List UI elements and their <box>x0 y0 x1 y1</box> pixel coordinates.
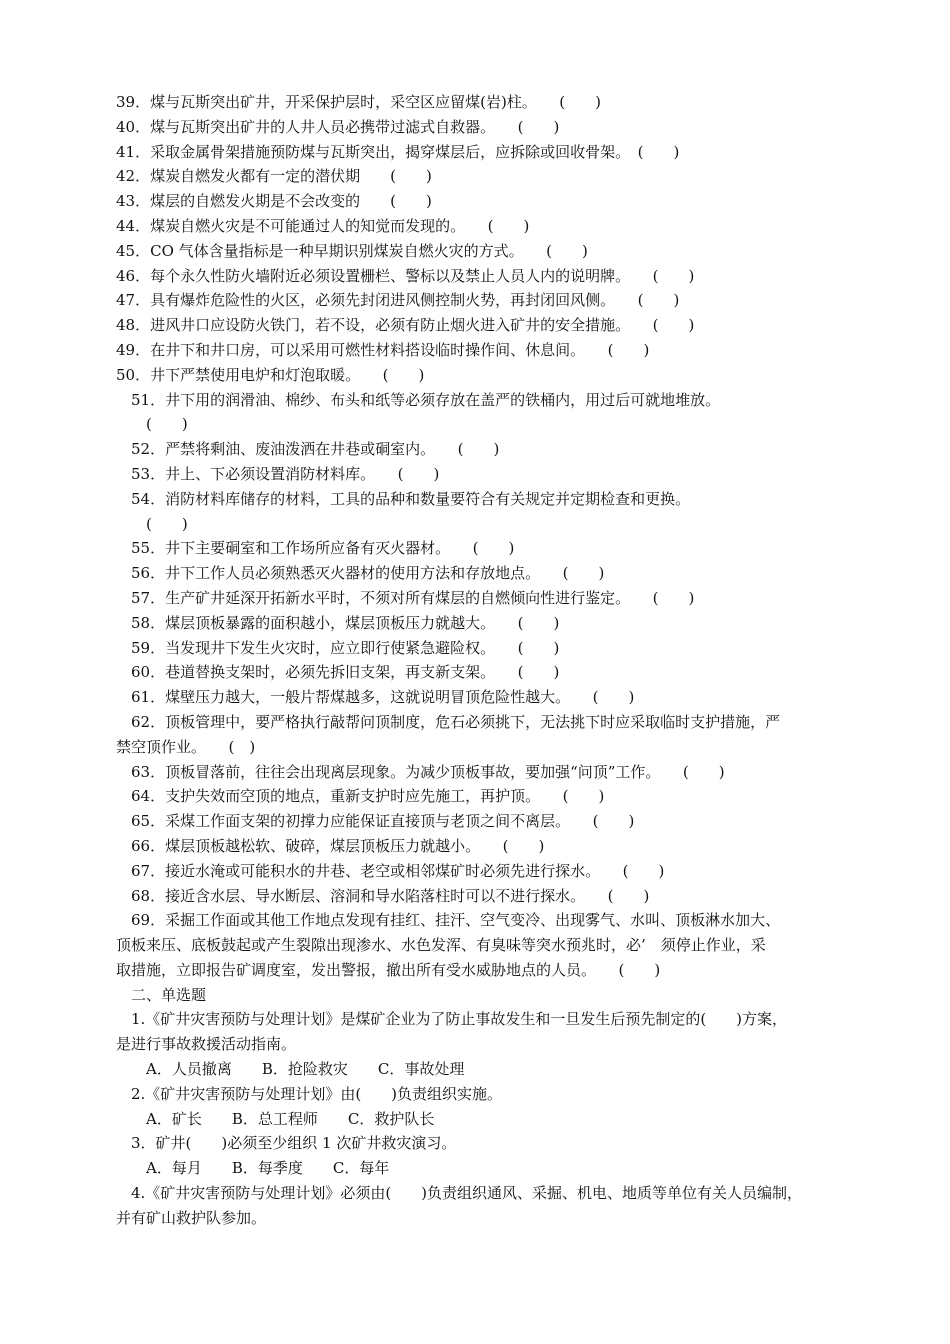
text-line: 1.《矿井灾害预防与处理计划》是煤矿企业为了防止事故发生和一旦发生后预先制定的( )方案， <box>131 1010 788 1029</box>
text-line: 52．严禁将剩油、废油泼洒在井巷或硐室内。 ( ) <box>131 440 500 459</box>
text-line: 49．在井下和井口房，可以采用可燃性材料搭设临时操作间、休息间。 ( ) <box>116 340 650 359</box>
text-line: 43．煤层的自燃发火期是不会改变的 ( ) <box>116 192 432 211</box>
text-line: A．人员撤离 B．抢险救灾 C．事故处理 <box>146 1060 465 1079</box>
text-line: 59．当发现井下发生火灾时，应立即行使紧急避险权。 ( ) <box>131 638 560 657</box>
text-line: ( ) <box>146 514 188 533</box>
text-line: A．每月 B．每季度 C．每年 <box>146 1159 390 1178</box>
document-body <box>116 90 856 1231</box>
text-line: ( ) <box>146 415 188 434</box>
text-line: 禁空顶作业。 ( ) <box>116 737 256 756</box>
text-line: 63．顶板冒落前，往往会出现离层现象。为减少顶板事故，要加强“问顶”工作。 ( ) <box>131 762 725 781</box>
text-line: 顶板来压、底板鼓起或产生裂隙出现渗水、水色发浑、有臭味等突水预兆时，必’ 须停止作业，采 <box>116 936 766 955</box>
text-line: 46．每个永久性防火墙附近必须设置栅栏、警标以及禁止人员人内的说明牌。 ( ) <box>116 266 695 285</box>
text-line: 42．煤炭自燃发火都有一定的潜伏期 ( ) <box>116 167 432 186</box>
text-line: 39．煤与瓦斯突出矿井，开采保护层时，采空区应留煤(岩)柱。 ( ) <box>116 93 601 111</box>
text-line: 69．采掘工作面或其他工作地点发现有挂红、挂汗、空气变冷、出现雾气、水叫、顶板淋水加大、 <box>131 911 781 930</box>
text-line: 54．消防材料库储存的材料，工具的品种和数量要符合有关规定并定期检查和更换。 <box>131 489 691 508</box>
text-line: 45．CO 气体含量指标是一种早期识别煤炭自燃火灾的方式。 ( ) <box>116 241 588 260</box>
text-line: 4.《矿井灾害预防与处理计划》必须由( )负责组织通风、采掘、机电、地质等单位有关人员编制， <box>131 1184 803 1203</box>
text-line: 62．顶板管理中，要严格执行敲帮问顶制度，危石必须挑下，无法挑下时应采取临时支护措施，严 <box>131 712 781 731</box>
text-line: 是进行事故救援活动指南。 <box>116 1035 297 1054</box>
text-line: A．矿长 B．总工程师 C．救护队长 <box>146 1109 435 1128</box>
text-line: 61．煤壁压力越大，一般片帮煤越多，这就说明冒顶危险性越大。 ( ) <box>131 688 635 707</box>
text-line: 3．矿井( )必须至少组织 1 次矿井救灾演习。 <box>131 1134 457 1153</box>
text-line: 53．井上、下必须设置消防材料库。 ( ) <box>131 464 440 483</box>
text-line: 51．井下用的润滑油、棉纱、布头和纸等必须存放在盖严的铁桶内，用过后可就地堆放。 <box>131 390 721 409</box>
text-line: 44．煤炭自燃火灾是不可能通过人的知觉而发现的。 ( ) <box>116 216 530 235</box>
text-line: 并有矿山救护队参加。 <box>116 1208 267 1227</box>
text-line: 65．采煤工作面支架的初撑力应能保证直接顶与老顶之间不离层。 ( ) <box>131 812 635 831</box>
text-line: 58．煤层顶板暴露的面积越小，煤层顶板压力就越大。 ( ) <box>131 613 560 632</box>
text-line: 68．接近含水层、导水断层、溶洞和导水陷落柱时可以不进行探水。 ( ) <box>131 886 650 905</box>
text-line: 66．煤层顶板越松软、破碎，煤层顶板压力就越小。 ( ) <box>131 836 545 855</box>
text-line: 64．支护失效而空顶的地点，重新支护时应先施工，再护顶。 ( ) <box>131 787 605 806</box>
text-line: 取措施，立即报告矿调度室，发出警报，撤出所有受水威胁地点的人员。 ( ) <box>116 960 661 979</box>
text-line: 47．具有爆炸危险性的火区，必须先封闭进风侧控制火势，再封闭回风侧。 ( ) <box>116 291 680 310</box>
text-line: 50．井下严禁使用电炉和灯泡取暖。 ( ) <box>116 365 425 384</box>
text-line: 55．井下主要硐室和工作场所应备有灭火器材。 ( ) <box>131 539 515 558</box>
text-line: 40．煤与瓦斯突出矿井的人井人员必携带过滤式自救器。 ( ) <box>116 117 560 136</box>
text-line: 2.《矿井灾害预防与处理计划》由( )负责组织实施。 <box>131 1084 503 1103</box>
text-line: 67．接近水淹或可能积水的井巷、老空或相邻煤矿时必须先进行探水。 ( ) <box>131 861 665 880</box>
text-line: 41．采取金属骨架措施预防煤与瓦斯突出，揭穿煤层后，应拆除或回收骨架。 ( ) <box>116 142 680 161</box>
text-line: 二、单选题 <box>131 985 207 1004</box>
text-line: 48．进风井口应设防火铁门，若不设，必须有防止烟火进入矿井的安全措施。 ( ) <box>116 316 695 335</box>
text-line: 56．井下工作人员必须熟悉灭火器材的使用方法和存放地点。 ( ) <box>131 564 605 583</box>
text-line: 57．生产矿井延深开拓新水平时，不须对所有煤层的自燃倾向性进行鉴定。 ( ) <box>131 588 695 607</box>
text-line: 60．巷道替换支架时，必须先拆旧支架，再支新支架。 ( ) <box>131 663 560 682</box>
